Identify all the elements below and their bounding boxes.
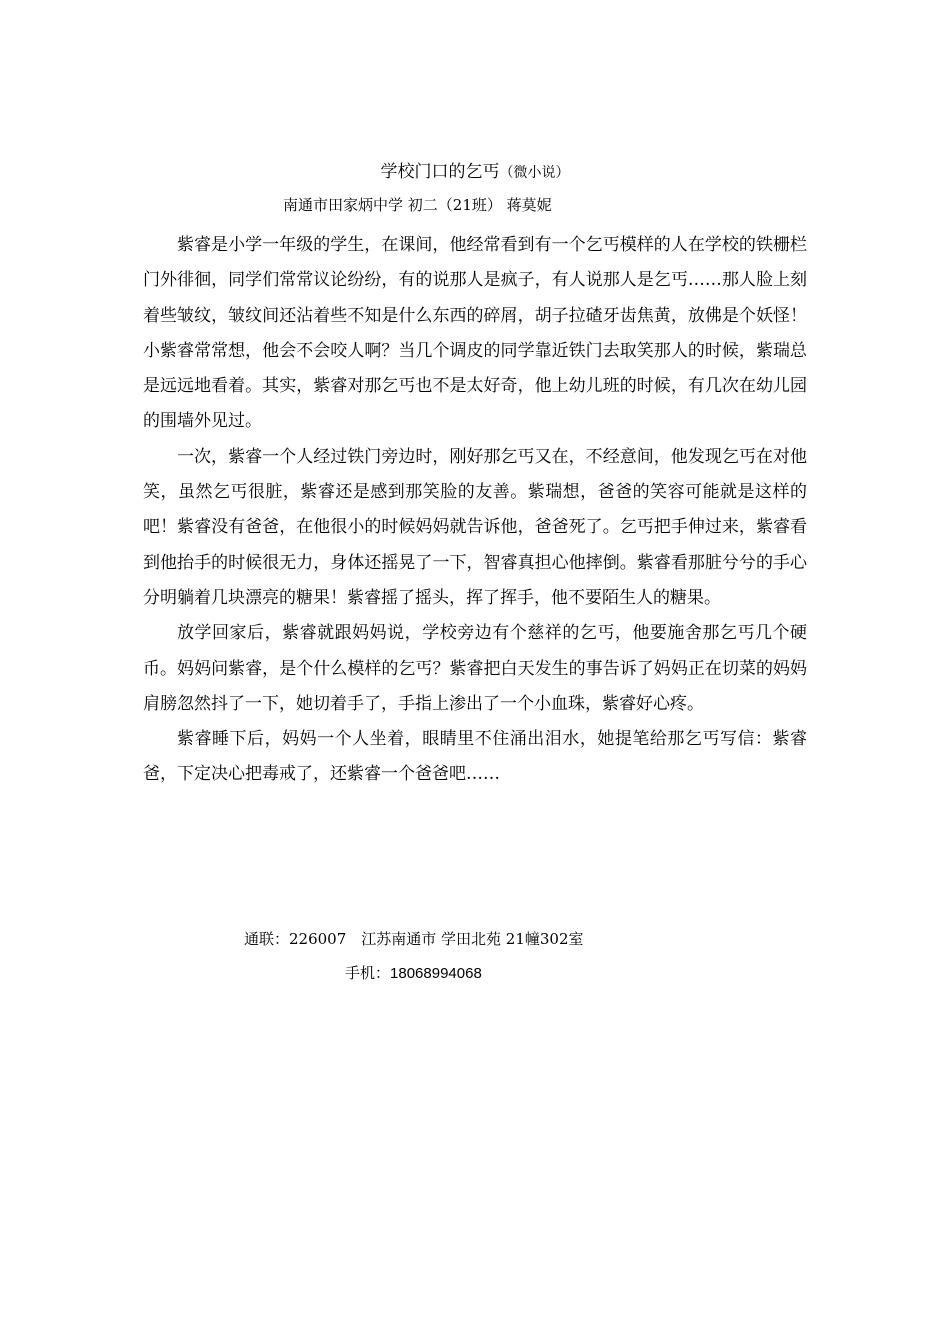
paragraph: 放学回家后，紫睿就跟妈妈说，学校旁边有个慈祥的乞丐，他要施舍那乞丐几个硬币。妈妈问紫睿，是个什么模样的乞丐？紫睿把白天发生的事告诉了妈妈正在切菜的妈妈肩膀忽然抖了一下，她切着手了，手指上渗出了一个小血珠，紫睿好心疼。 [143,623,807,714]
title-text: 学校门口的乞丐 [380,162,500,182]
contact-phone [345,962,482,985]
contact-address: 通联：226007 江苏南通市 学田北苑 21幢302室 [244,930,584,948]
phone-number: 18068994068 [390,965,482,982]
paragraph: 一次，紫睿一个人经过铁门旁边时，刚好那乞丐又在，不经意间，他发现乞丐在对他笑，虽然乞丐很脏，紫睿还是感到那笑脸的友善。紫瑞想，爸爸的笑容可能就是这样的吧！紫睿没有爸爸，在他很小的时候妈妈就告诉他，爸爸死了。乞丐把手伸过来，紫睿看到他抬手的时候很无力，身体还摇晃了一下，智睿真担心他摔倒。紫睿看那脏兮兮的手心分明躺着几块漂亮的糖果！紫睿摇了摇头，挥了挥手，他不要陌生人的糖果。 [143,446,807,608]
paragraph: 紫睿睡下后，妈妈一个人坐着，眼睛里不住涌出泪水，她提笔给那乞丐写信：紫睿爸，下定决心把毒戒了，还紫睿一个爸爸吧…… [143,729,807,785]
phone-label: 手机： [345,964,391,982]
author-byline: 南通市田家炳中学 初二（21班） 蒋莫妮 [283,196,552,214]
article-body [143,228,807,793]
paragraph: 紫睿是小学一年级的学生，在课间，他经常看到有一个乞丐模样的人在学校的铁栅栏门外徘徊，同学们常常议论纷纷，有的说那人是疯子，有人说那人是乞丐……那人脸上刻着些皱纹，皱纹间还沾着些不知是什么东西的碎屑，胡子拉碴牙齿焦黄，放佛是个妖怪！小紫睿常常想，他会不会咬人啊？当几个调皮的同学靠近铁门去取笑那人的时候，紫瑞总是远远地看着。其实，紫睿对那乞丐也不是太好奇，他上幼儿班的时候，有几次在幼儿园的围墙外见过。 [143,235,807,432]
article-title [0,160,950,185]
title-note: （微小说） [499,165,570,181]
